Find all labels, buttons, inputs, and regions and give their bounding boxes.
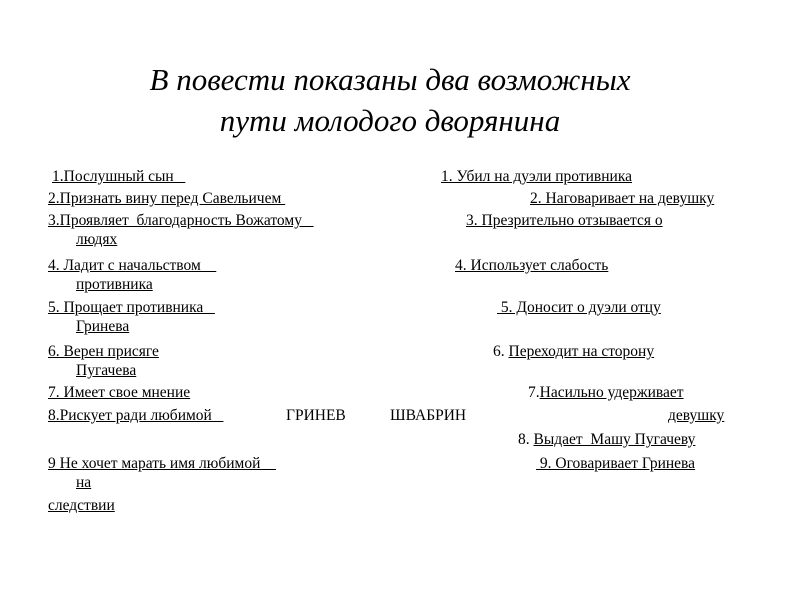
grinev-item-3-cont: людях bbox=[76, 231, 118, 248]
grinev-item-9: 9 Не хочет марать имя любимой bbox=[48, 455, 276, 472]
shvabrin-item-8-text: Выдает Машу Пугачеву bbox=[533, 431, 696, 448]
grinev-item-8: 8.Рискует ради любимой bbox=[48, 407, 224, 424]
grinev-item-7: 7. Имеет свое мнение bbox=[48, 384, 191, 401]
grinev-item-5-cont: Гринева bbox=[76, 318, 130, 335]
grinev-item-6: 6. Верен присяге bbox=[48, 343, 159, 360]
shvabrin-item-6-text: Переходит на сторону bbox=[508, 343, 655, 360]
grinev-heading: ГРИНЕВ bbox=[286, 407, 346, 424]
shvabrin-item-2: 2. Наговаривает на девушку bbox=[530, 190, 715, 207]
grinev-item-6-cont: Пугачева bbox=[76, 362, 137, 379]
shvabrin-item-1: 1. Убил на дуэли противника bbox=[441, 168, 632, 185]
shvabrin-item-6-number: 6. bbox=[493, 343, 509, 360]
grinev-item-9-cont: на bbox=[76, 474, 92, 491]
grinev-item-2: 2.Признать вину перед Савельичем bbox=[48, 190, 286, 207]
grinev-item-1: 1.Послушный сын bbox=[52, 168, 186, 185]
title-line-1: В повести показаны два возможных bbox=[149, 62, 631, 97]
grinev-item-5: 5. Прощает противника bbox=[48, 299, 215, 316]
shvabrin-item-4: 4. Использует слабость bbox=[455, 257, 609, 274]
shvabrin-item-9: 9. Оговаривает Гринева bbox=[536, 455, 696, 472]
grinev-item-4: 4. Ладит с начальством bbox=[48, 257, 217, 274]
shvabrin-item-7-text: Насильно удерживает bbox=[539, 384, 684, 401]
shvabrin-heading: ШВАБРИН bbox=[390, 407, 467, 424]
shvabrin-item-8-number: 8. bbox=[518, 431, 534, 448]
shvabrin-item-7-number: 7. bbox=[528, 384, 540, 401]
grinev-item-4-cont: противника bbox=[76, 276, 153, 293]
title-line-2: пути молодого дворянина bbox=[219, 103, 561, 138]
grinev-item-9-cont-2: следствии bbox=[48, 497, 115, 514]
shvabrin-item-7-cont: девушку bbox=[668, 407, 725, 424]
shvabrin-item-3: 3. Презрительно отзывается о bbox=[466, 212, 663, 229]
shvabrin-item-5: 5. Доносит о дуэли отцу bbox=[497, 299, 661, 316]
shvabrin-item-6 bbox=[493, 342, 654, 361]
shvabrin-item-7 bbox=[528, 383, 684, 402]
grinev-item-3: 3.Проявляет благодарность Вожатому bbox=[48, 212, 314, 229]
shvabrin-item-8 bbox=[518, 430, 695, 449]
